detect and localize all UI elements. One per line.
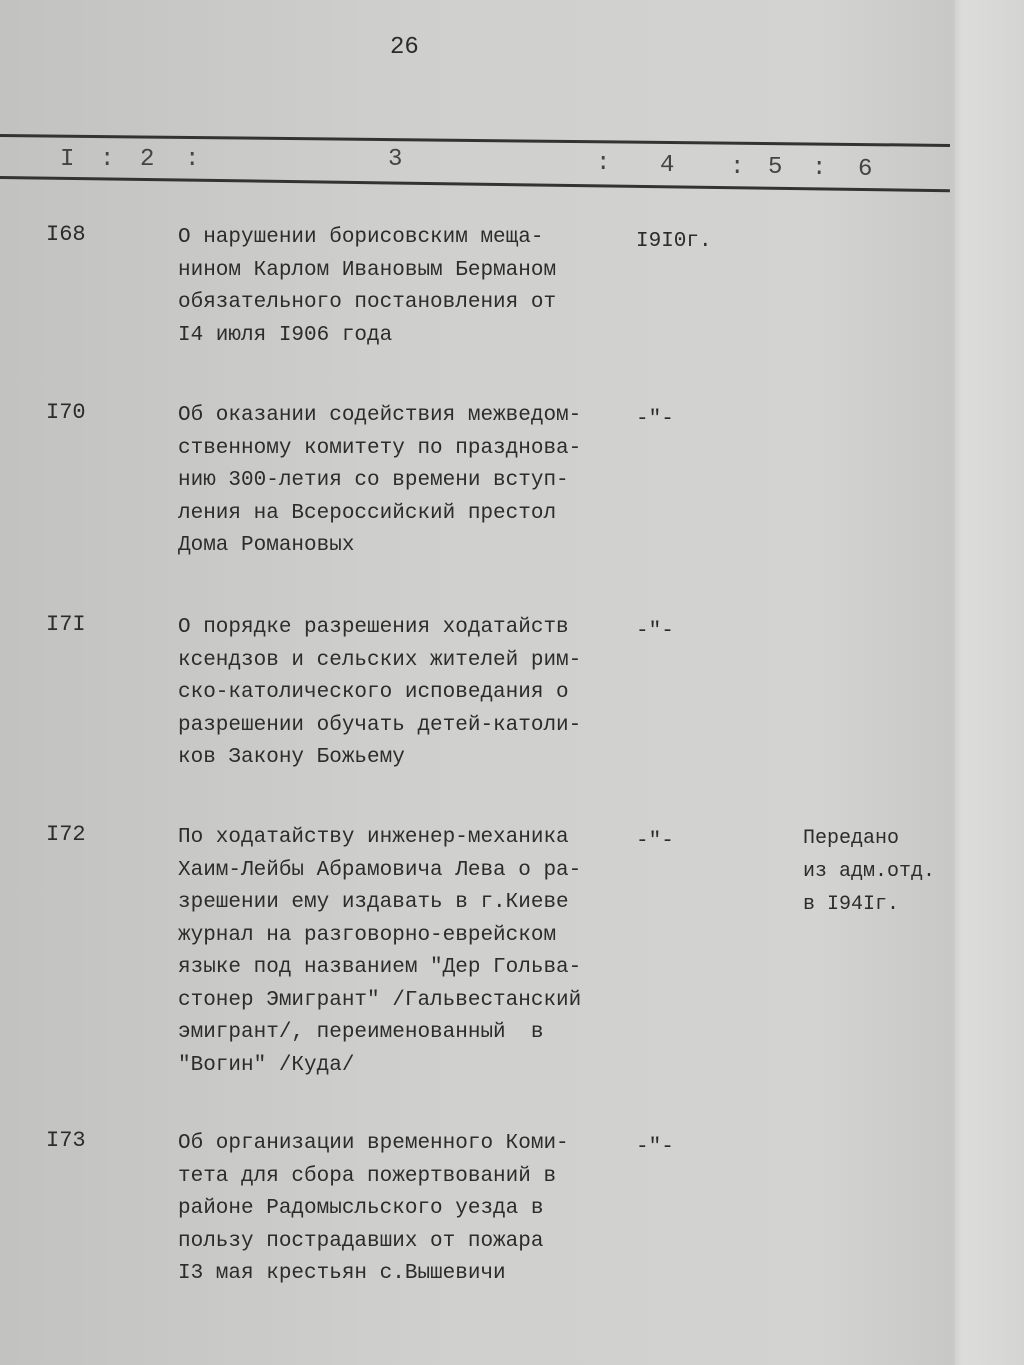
- entry-title: [178, 222, 556, 352]
- title-line: нином Карлом Ивановым Берманом: [178, 258, 557, 282]
- title-line: тета для сбора пожертвований в: [178, 1164, 557, 1188]
- entry-date: -"-: [636, 1136, 674, 1159]
- col-6-header: 6: [858, 156, 873, 183]
- col-2-header: 2: [140, 146, 155, 173]
- title-line: ско-католического исповедания о: [178, 681, 569, 704]
- entry-number: I73: [46, 1128, 86, 1153]
- entry-title: [178, 612, 581, 775]
- title-line: Об организации временного Коми-: [178, 1132, 569, 1155]
- page-edge: [955, 0, 1024, 1365]
- title-line: разрешении обучать детей-католи-: [178, 713, 582, 737]
- entry-date: -"-: [636, 620, 674, 643]
- entry-date: -"-: [636, 408, 674, 431]
- col-separator: :: [185, 146, 200, 173]
- col-separator: :: [730, 154, 745, 181]
- entry-note: [803, 822, 935, 921]
- title-line: обязательного постановления от: [178, 291, 557, 314]
- title-line: "Вогин" /Куда/: [178, 1053, 355, 1077]
- entry-number: I70: [46, 400, 86, 425]
- col-separator: :: [812, 155, 827, 182]
- title-line: нию 300-летия со времени вступ-: [178, 469, 569, 492]
- title-line: О нарушении борисовским меща-: [178, 226, 544, 249]
- title-line: зрешении ему издавать в г.Киеве: [178, 891, 569, 914]
- title-line: Дома Романовых: [178, 534, 355, 557]
- col-separator: :: [596, 150, 611, 177]
- title-line: эмигрант/, переименованный в: [178, 1021, 544, 1044]
- note-line: из адм.отд.: [803, 860, 936, 883]
- title-line: районе Радомысльского уезда в: [178, 1197, 544, 1220]
- title-line: ственному комитету по празднова-: [178, 436, 582, 460]
- title-line: пользу пострадавших от пожара: [178, 1229, 544, 1253]
- title-line: ксендзов и сельских жителей рим-: [178, 648, 582, 672]
- note-line: Передано: [803, 827, 900, 850]
- title-line: Хаим-Лейбы Абрамовича Лева о ра-: [178, 858, 582, 882]
- entry-date: -"-: [636, 830, 674, 853]
- entry-title: [178, 400, 581, 563]
- header-top-rule: [0, 134, 950, 147]
- title-line: I3 мая крестьян с.Вышевичи: [178, 1262, 506, 1285]
- title-line: О порядке разрешения ходатайств: [178, 616, 569, 639]
- title-line: ления на Всероссийский престол: [178, 501, 557, 525]
- entry-date: I9I0г.: [636, 230, 712, 253]
- col-5-header: 5: [768, 154, 783, 181]
- entry-title: [178, 822, 581, 1082]
- col-1-header: I: [60, 146, 75, 173]
- note-line: в I94Iг.: [803, 893, 900, 916]
- title-line: журнал на разговорно-еврейском: [178, 923, 557, 947]
- title-line: языке под названием "Дер Гольва-: [178, 956, 582, 979]
- entry-number: I7I: [46, 612, 86, 637]
- title-line: стонер Эмигрант" /Гальвестанский: [178, 988, 582, 1012]
- col-separator: :: [100, 146, 115, 173]
- title-line: I4 июля I906 года: [178, 323, 393, 347]
- col-4-header: 4: [660, 152, 675, 179]
- title-line: Об оказании содействия межведом-: [178, 404, 582, 427]
- title-line: По ходатайству инженер-механика: [178, 826, 569, 849]
- page-number: 26: [390, 34, 419, 61]
- entry-number: I68: [46, 222, 86, 247]
- col-3-header: 3: [388, 146, 403, 173]
- entry-number: I72: [46, 822, 86, 847]
- header-bottom-rule: [0, 176, 950, 192]
- title-line: ков Закону Божьему: [178, 746, 405, 769]
- entry-title: [178, 1128, 569, 1291]
